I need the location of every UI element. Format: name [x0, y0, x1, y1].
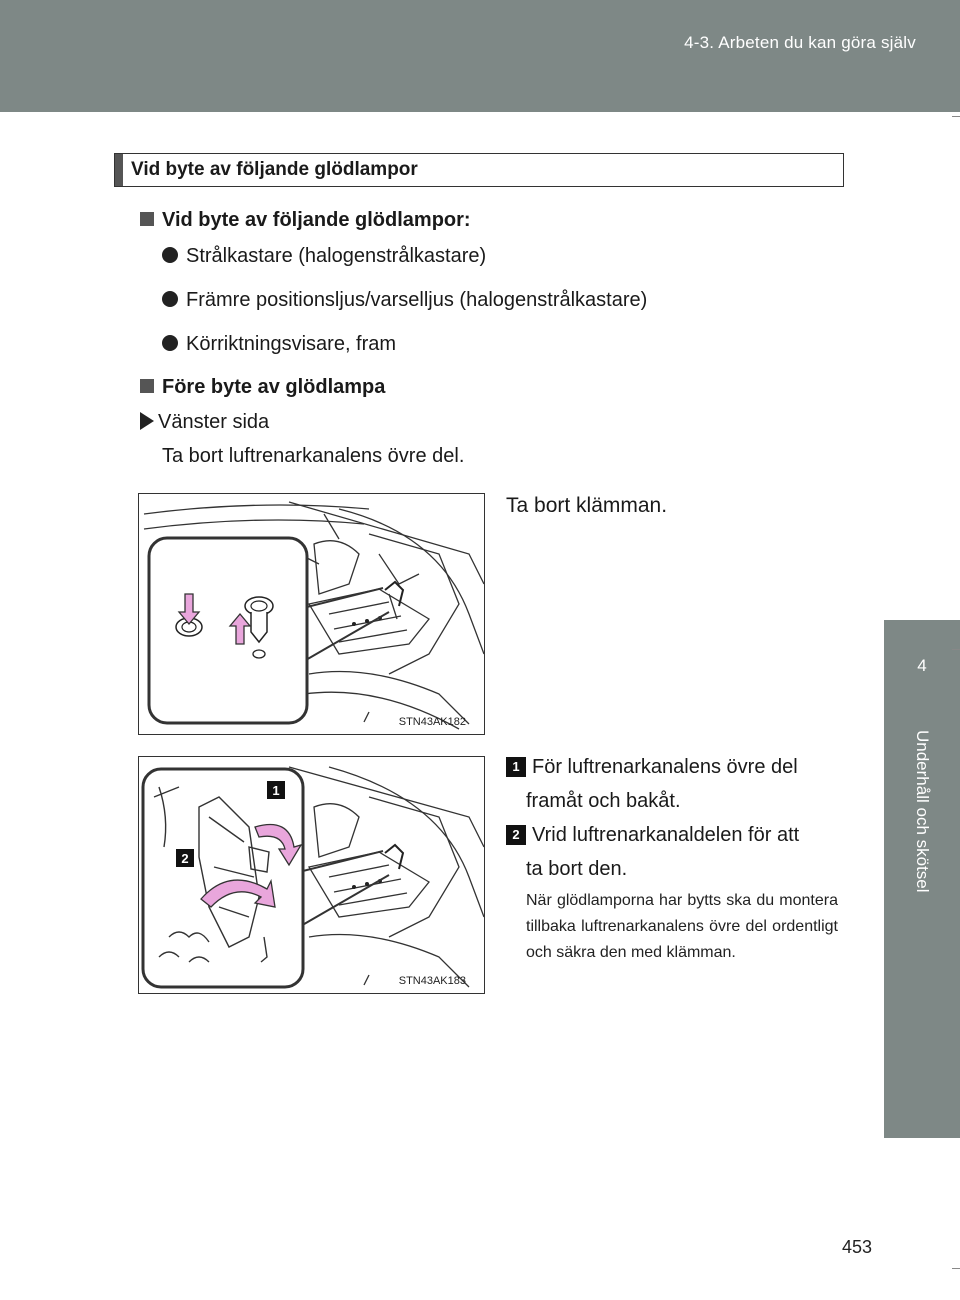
crop-mark [952, 116, 960, 117]
section-title-box [114, 153, 844, 187]
crop-mark [952, 1268, 960, 1269]
bullet-dot-icon [162, 291, 178, 307]
section-bar [115, 154, 123, 186]
bullet-item: Körriktningsvisare, fram [162, 332, 396, 356]
square-bullet-icon [140, 212, 154, 226]
square-bullet-icon [140, 379, 154, 393]
bullet-item: Främre positionsljus/varselljus (halogenstrålkastare) [162, 288, 647, 312]
subheading: Före byte av glödlampa [140, 375, 385, 399]
air-duct-illustration [139, 757, 484, 993]
page-number: 453 [841, 1237, 872, 1257]
step-number-badge: 1 [506, 757, 526, 777]
intro-text: Ta bort luftrenarkanalens övre del. [162, 445, 465, 467]
triangle-pointer-icon [140, 412, 154, 430]
figure-code: STN43AK182 [398, 716, 466, 728]
engine-bay-illustration [139, 494, 484, 734]
header-title: 4-3. Arbeten du kan göra själv [684, 33, 916, 52]
crop-mark [952, 649, 960, 650]
side-label: Vänster sida [140, 410, 269, 434]
bullet-item: Strålkastare (halogenstrålkastare) [162, 244, 486, 268]
note-text: När glödlamporna har bytts ska du montera tillbaka luftrenarkanalens övre del ordentligt och säkra den med klämman. [526, 892, 838, 961]
callout-number: 1 [272, 783, 280, 798]
chapter-tab [884, 620, 960, 708]
step-1: 1 För luftrenarkanalens övre del framåt och bakåt. [506, 750, 838, 818]
figure-code: STN43AK183 [398, 975, 466, 987]
chapter-number: 4 [917, 656, 927, 675]
bullet-dot-icon [162, 247, 178, 263]
page-header [0, 0, 960, 112]
figure-caption: Ta bort klämman. [506, 494, 668, 517]
step-number-badge: 2 [506, 825, 526, 845]
callout-number: 2 [181, 851, 189, 866]
section-title: Vid byte av följande glödlampor [131, 159, 418, 180]
subheading: Vid byte av följande glödlampor: [140, 208, 471, 232]
chapter-label: Underhåll och skötsel [913, 730, 932, 893]
figure-duct-removal [138, 756, 485, 994]
chapter-strip [884, 708, 960, 1138]
bullet-dot-icon [162, 335, 178, 351]
step-2: 2 Vrid luftrenarkanaldelen för att ta bort den. [506, 818, 838, 886]
figure-clip-removal [138, 493, 485, 735]
